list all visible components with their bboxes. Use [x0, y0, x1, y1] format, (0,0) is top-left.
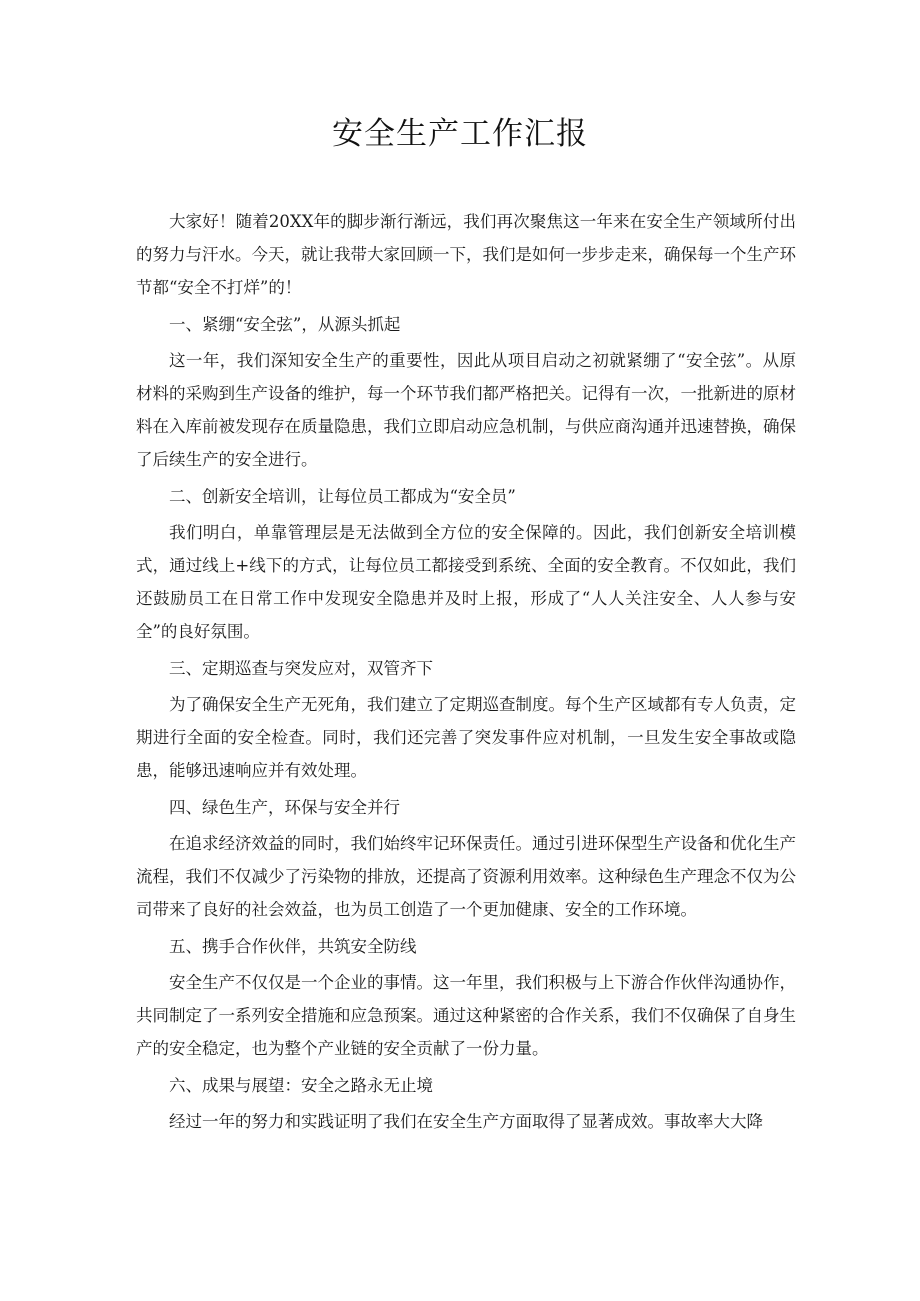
section-6-paragraph: 经过一年的努力和实践证明了我们在安全生产方面取得了显著成效。事故率大大降: [169, 1112, 763, 1131]
section-1-paragraph: 这一年，我们深知安全生产的重要性，因此从项目启动之初就紧绷了“安全弦”。从原材料的采购到生产设备的维护，每一个环节我们都严格把关。记得有一次，一批新进的原材料在入库前被发现存在质量隐患，我们立即启动应急机制，与供应商沟通并迅速替换，确保了后续生产的安全进行。: [136, 351, 796, 469]
section-3-paragraph: 为了确保安全生产无死角，我们建立了定期巡查制度。每个生产区域都有专人负责，定期进行全面的安全检查。同时，我们还完善了突发事件应对机制，一旦发生安全事故或隐患，能够迅速响应并有效处理。: [136, 695, 796, 780]
document-title: 安全生产工作汇报: [332, 116, 588, 152]
section-heading-4: 四、绿色生产，环保与安全并行: [169, 797, 400, 817]
section-heading-1: 一、紧绷“安全弦”，从源头抓起: [169, 314, 401, 334]
section-heading-5: 五、携手合作伙伴，共筑安全防线: [169, 936, 417, 956]
section-heading-6: 六、成果与展望：安全之路永无止境: [169, 1075, 433, 1095]
section-5-paragraph: 安全生产不仅仅是一个企业的事情。这一年里，我们积极与上下游合作伙伴沟通协作，共同制定了一系列安全措施和应急预案。通过这种紧密的合作关系，我们不仅确保了自身生产的安全稳定，也为整个产业链的安全贡献了一份力量。: [136, 973, 796, 1058]
intro-paragraph: 大家好！随着20XX年的脚步渐行渐远，我们再次聚焦这一年来在安全生产领域所付出的努力与汗水。今天，就让我带大家回顾一下，我们是如何一步步走来，确保每一个生产环节都“安全不打烊”的！: [136, 212, 796, 297]
section-heading-3: 三、定期巡查与突发应对，双管齐下: [169, 658, 433, 678]
section-2-paragraph: 我们明白，单靠管理层是无法做到全方位的安全保障的。因此，我们创新安全培训模式，通过线上+线下的方式，让每位员工都接受到系统、全面的安全教育。不仅如此，我们还鼓励员工在日常工作中发现安全隐患并及时上报，形成了“人人关注安全、人人参与安全”的良好氛围。: [136, 523, 796, 641]
document-body: [136, 205, 796, 1142]
section-heading-2: 二、创新安全培训，让每位员工都成为“安全员”: [169, 486, 516, 506]
section-4-paragraph: 在追求经济效益的同时，我们始终牢记环保责任。通过引进环保型生产设备和优化生产流程，我们不仅减少了污染物的排放，还提高了资源利用效率。这种绿色生产理念不仅为公司带来了良好的社会效益，也为员工创造了一个更加健康、安全的工作环境。: [136, 834, 796, 919]
